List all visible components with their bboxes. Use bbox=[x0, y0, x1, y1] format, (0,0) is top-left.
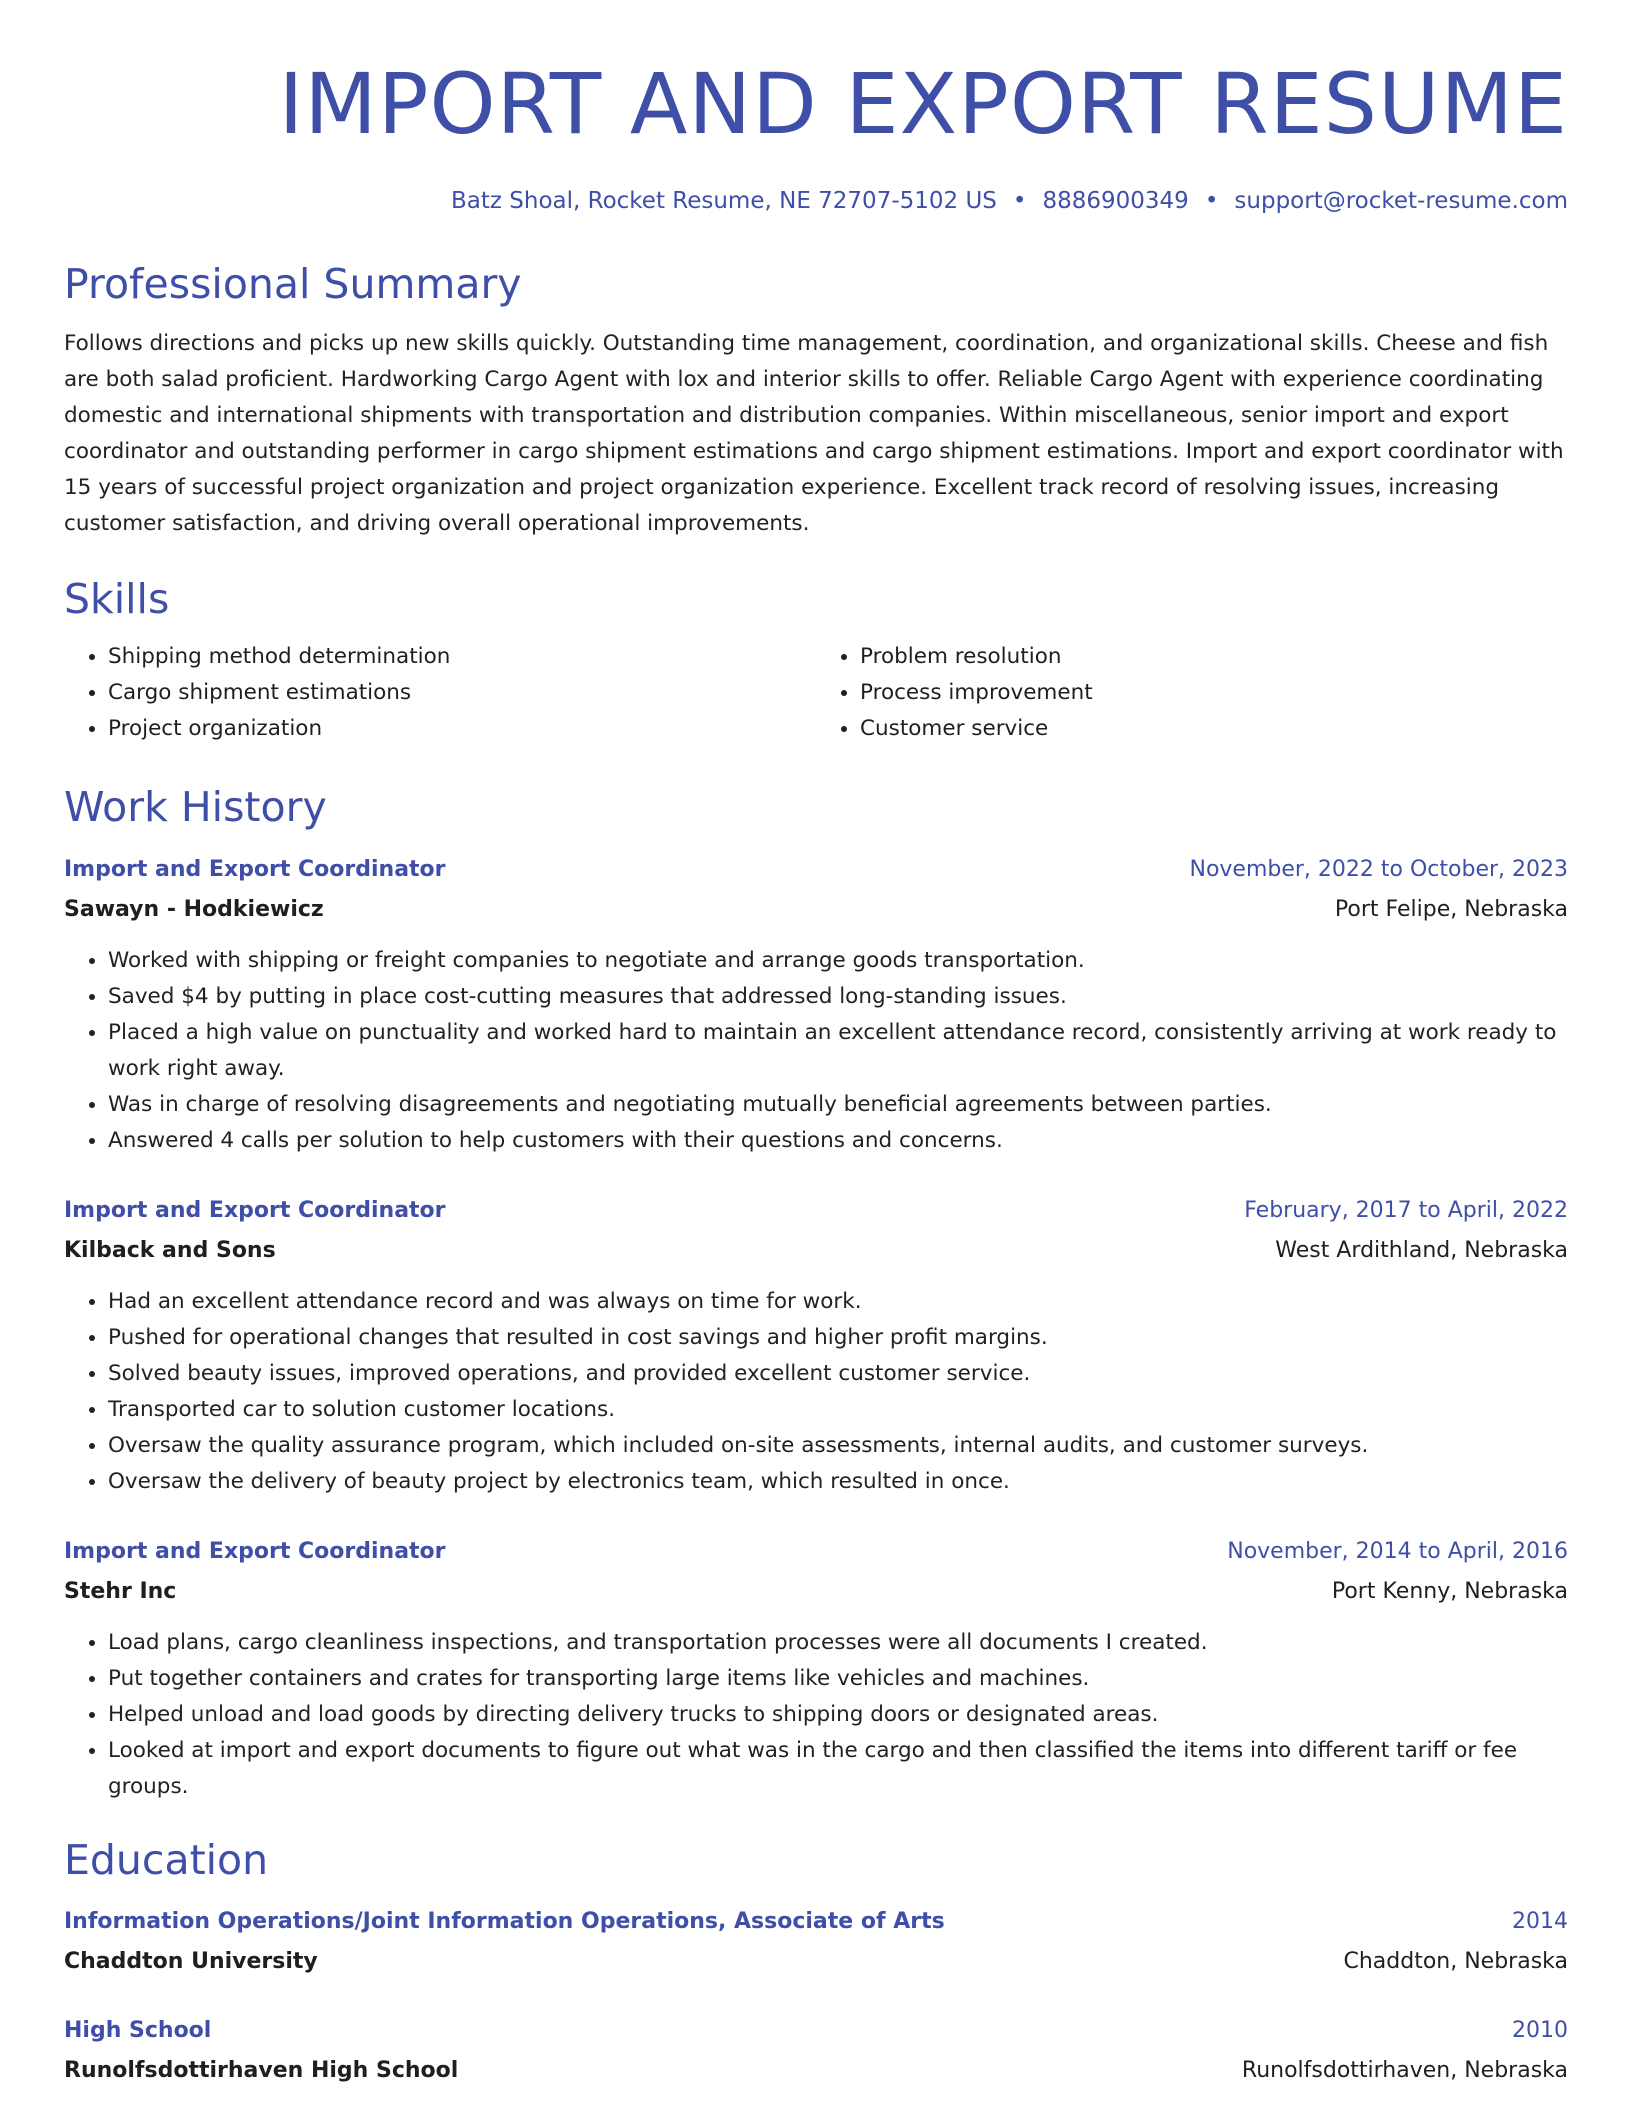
contact-line bbox=[64, 186, 1568, 216]
job-entry bbox=[64, 1537, 1568, 1805]
education-entry bbox=[64, 1907, 1568, 1977]
skill-item: • Process improvement bbox=[860, 675, 1568, 711]
job-bullet: • Looked at import and export documents to figure out what was in the cargo and then classified the items into different tariff or fee groups. bbox=[108, 1733, 1568, 1805]
job-bullet: • Answered 4 calls per solution to help customers with their questions and concerns. bbox=[108, 1123, 1568, 1159]
job-subheader bbox=[64, 1236, 1568, 1266]
education-subheader bbox=[64, 1947, 1568, 1977]
education-section bbox=[64, 1834, 1568, 1886]
contact-separator: • bbox=[1012, 188, 1027, 214]
job-bullet: • Saved $4 by putting in place cost-cutting measures that addressed long-standing issues. bbox=[108, 979, 1568, 1015]
job-company: Sawayn - Hodkiewicz bbox=[64, 897, 324, 922]
job-company: Stehr Inc bbox=[64, 1579, 177, 1604]
job-entry bbox=[64, 1196, 1568, 1500]
job-bullet: • Had an excellent attendance record and was always on time for work. bbox=[108, 1284, 1568, 1320]
job-header bbox=[64, 1537, 1568, 1567]
job-bullet: • Transported car to solution customer locations. bbox=[108, 1392, 1568, 1428]
contact-phone: 8886900349 bbox=[1042, 188, 1189, 214]
skill-item: • Problem resolution bbox=[860, 639, 1568, 675]
skills-columns bbox=[64, 639, 1568, 747]
resume-header bbox=[64, 0, 1568, 216]
skill-item: • Cargo shipment estimations bbox=[108, 675, 816, 711]
education-subheader bbox=[64, 2056, 1568, 2086]
education-school: Chaddton University bbox=[64, 1949, 318, 1974]
summary-text: Follows directions and picks up new skills quickly. Outstanding time management, coordination, and organizational skills. Cheese and fish are both salad proficient. Hardworking Cargo Agent with lox and interior skills to offer. Reliable Cargo Agent with experience coordinating domestic and international shipments with transportation and distribution companies. Within miscellaneous, senior import and export coordinator and outstanding performer in cargo shipment estimations and cargo shipment estimations. Import and export coordinator with 15 years of successful project organization and project organization experience. Excellent track record of resolving issues, increasing customer satisfaction, and driving overall operational improvements. bbox=[64, 331, 1564, 536]
skill-item: • Shipping method determination bbox=[108, 639, 816, 675]
contact-address: Batz Shoal, Rocket Resume, NE 72707-5102 US bbox=[451, 188, 997, 214]
job-bullet: • Oversaw the delivery of beauty project by electronics team, which resulted in once. bbox=[108, 1464, 1568, 1500]
skill-item: • Customer service bbox=[860, 711, 1568, 747]
contact-separator: • bbox=[1204, 188, 1219, 214]
education-location: Chaddton, Nebraska bbox=[1343, 1949, 1568, 1974]
job-location: Port Felipe, Nebraska bbox=[1334, 897, 1568, 922]
job-header bbox=[64, 855, 1568, 885]
resume-title: IMPORT AND EXPORT RESUME bbox=[278, 55, 1568, 153]
contact-email: support@rocket-resume.com bbox=[1234, 188, 1568, 214]
education-header bbox=[64, 2016, 1568, 2046]
job-title: Import and Export Coordinator bbox=[64, 857, 446, 882]
skill-item: • Project organization bbox=[108, 711, 816, 747]
job-dates: February, 2017 to April, 2022 bbox=[1244, 1198, 1568, 1223]
job-company: Kilback and Sons bbox=[64, 1238, 276, 1263]
summary-heading: Professional Summary bbox=[64, 260, 522, 308]
job-bullet: • Load plans, cargo cleanliness inspections, and transportation processes were all documents I created. bbox=[108, 1625, 1568, 1661]
job-bullet: • Put together containers and crates for transporting large items like vehicles and machines. bbox=[108, 1661, 1568, 1697]
summary-section bbox=[64, 258, 1568, 542]
education-degree: Information Operations/Joint Information Operations, Associate of Arts bbox=[64, 1909, 945, 1934]
job-header bbox=[64, 1196, 1568, 1226]
job-bullet: • Oversaw the quality assurance program, which included on-site assessments, internal audits, and customer surveys. bbox=[108, 1428, 1568, 1464]
education-heading: Education bbox=[64, 1836, 269, 1884]
education-entry bbox=[64, 2016, 1568, 2086]
job-location: Port Kenny, Nebraska bbox=[1331, 1579, 1568, 1604]
job-entry bbox=[64, 855, 1568, 1159]
job-bullets bbox=[64, 1284, 1568, 1500]
job-bullet: • Helped unload and load goods by directing delivery trucks to shipping doors or designated areas. bbox=[108, 1697, 1568, 1733]
job-bullet: • Solved beauty issues, improved operations, and provided excellent customer service. bbox=[108, 1356, 1568, 1392]
job-location: West Ardithland, Nebraska bbox=[1275, 1238, 1568, 1263]
education-school: Runolfsdottirhaven High School bbox=[64, 2058, 459, 2083]
skills-heading: Skills bbox=[64, 575, 170, 623]
job-title: Import and Export Coordinator bbox=[64, 1539, 446, 1564]
job-dates: November, 2022 to October, 2023 bbox=[1189, 857, 1568, 882]
job-bullet: • Was in charge of resolving disagreements and negotiating mutually beneficial agreements between parties. bbox=[108, 1087, 1568, 1123]
education-location: Runolfsdottirhaven, Nebraska bbox=[1241, 2058, 1568, 2083]
job-bullets bbox=[64, 943, 1568, 1159]
education-year: 2010 bbox=[1512, 2018, 1568, 2043]
work-history-section bbox=[64, 781, 1568, 833]
job-bullet: • Placed a high value on punctuality and worked hard to maintain an excellent attendance record, consistently arriving at work ready to work right away. bbox=[108, 1015, 1568, 1087]
education-degree: High School bbox=[64, 2018, 212, 2043]
job-bullet: • Pushed for operational changes that resulted in cost savings and higher profit margins. bbox=[108, 1320, 1568, 1356]
job-title: Import and Export Coordinator bbox=[64, 1198, 446, 1223]
job-bullet: • Worked with shipping or freight companies to negotiate and arrange goods transportation. bbox=[108, 943, 1568, 979]
work-history-heading: Work History bbox=[64, 783, 327, 831]
job-dates: November, 2014 to April, 2016 bbox=[1227, 1539, 1568, 1564]
job-subheader bbox=[64, 895, 1568, 925]
skills-list-right bbox=[816, 639, 1568, 747]
job-subheader bbox=[64, 1577, 1568, 1607]
job-bullets bbox=[64, 1625, 1568, 1805]
education-year: 2014 bbox=[1512, 1909, 1568, 1934]
skills-section bbox=[64, 573, 1568, 747]
education-header bbox=[64, 1907, 1568, 1937]
skills-list-left bbox=[64, 639, 816, 747]
